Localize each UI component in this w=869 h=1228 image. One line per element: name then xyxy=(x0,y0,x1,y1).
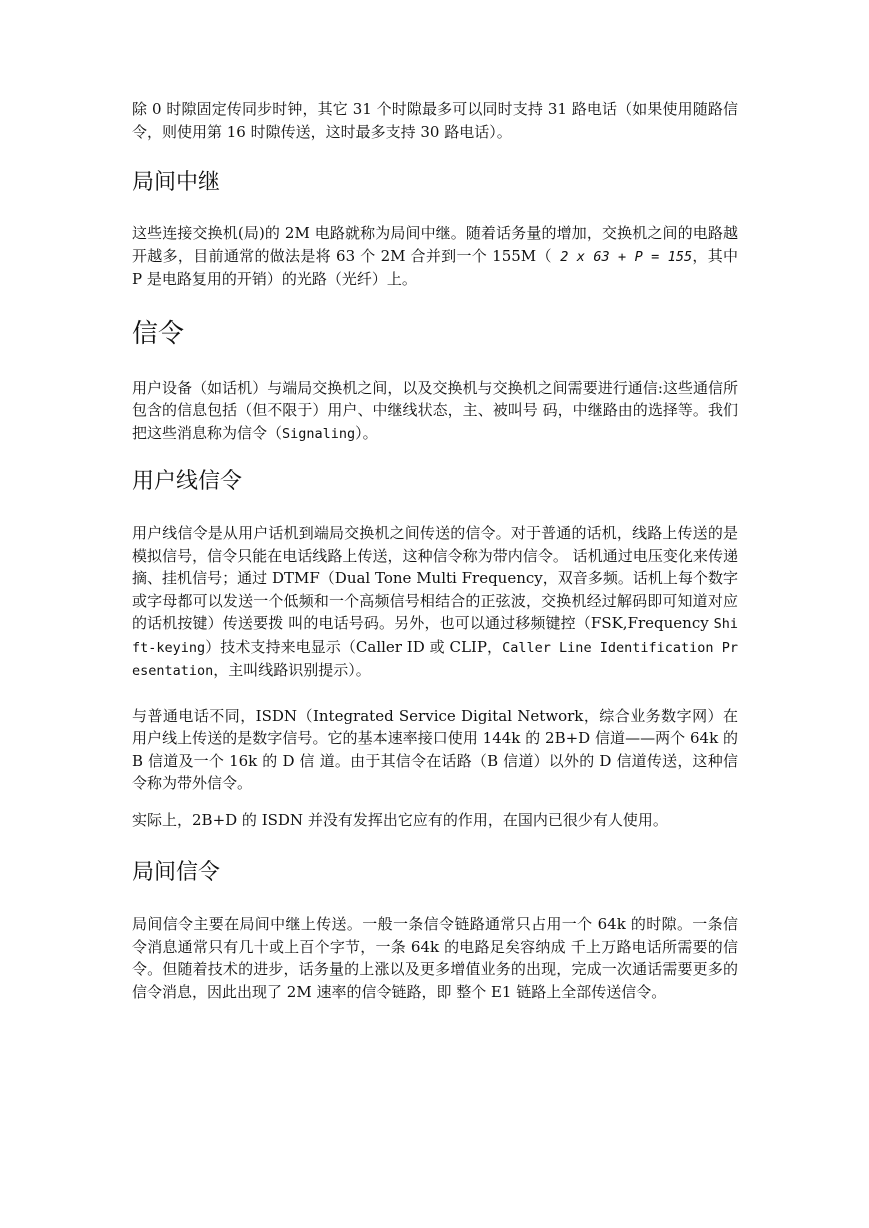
paragraph-line-2: 与普通电话不同，ISDN（Integrated Service Digital Network，综合业务数字网）在用户线上传送的是数字信号。它的基本速率接口使用 144k 的 2B+D 信道——两个 64k 的 B 信道及一个 16k 的 D 信 道。由于其信令在话路（B 信道）以外的 D 信道传送，这种信令称为带外信令。 xyxy=(132,706,738,792)
line1-mono-clip: Caller Line Identification Presentation xyxy=(132,639,739,679)
line1-text-b: ）技术支持来电显示（Caller ID 或 CLIP， xyxy=(205,637,503,656)
signaling-text-b: ）。 xyxy=(355,423,378,442)
signaling-text-a: 用户设备（如话机）与端局交换机之间，以及交换机与交换机之间需要进行通信:这些通信所包含的信息包括（但不限于）用户、中继线状态，主、被叫号 码，中继路由的选择等。我们把这些消息称为信令（ xyxy=(132,378,738,442)
heading-inter-office-signaling: 局间信令 xyxy=(132,860,221,885)
heading-trunk: 局间中继 xyxy=(132,170,221,195)
signaling-term: Signaling xyxy=(282,425,356,442)
paragraph-signaling xyxy=(132,377,738,446)
paragraph-line-1 xyxy=(132,522,738,683)
trunk-text-a: 这些连接交换机(局)的 2M 电路就称为局间中继。随着话务量的增加，交换机之间的电路越开越多，目前通常的做法是将 63 个 2M 合并到一个 155M（ xyxy=(132,224,738,265)
heading-line-signaling: 用户线信令 xyxy=(132,469,243,494)
heading-signaling: 信令 xyxy=(132,318,185,349)
line1-mono-shift-keying: Shift-keying xyxy=(132,616,738,656)
line1-text-a: 用户线信令是从用户话机到端局交换机之间传送的信令。对于普通的话机，线路上传送的是模拟信号，信令只能在电话线路上传送，这种信令称为带内信令。 话机通过电压变化来传递摘、挂机信号；通过 DTMF（Dual Tone Multi Frequency，双音多频。话机上每个数字或字母都可以发送一个低频和一个高频信号相结合的正弦波，交换机经过解码即可知道对应的话机按键）传送要拨 叫的电话号码。另外，也可以通过移频键控（FSK,Frequency xyxy=(132,524,738,632)
paragraph-trunk xyxy=(132,222,738,291)
line1-text-c: ，主叫线路识别提示）。 xyxy=(213,661,371,679)
paragraph-inter-office: 局间信令主要在局间中继上传送。一般一条信令链路通常只占用一个 64k 的时隙。一条信令消息通常只有几十或上百个字节，一条 64k 的电路足矣容纳成 千上万路电话所需要的信令。但随着技术的进步，话务量的上涨以及更多增值业务的出现，完成一次通话需要更多的信令消息，因此出现了 2M 速率的信令链路，即 整个 E1 链路上全部传送信令。 xyxy=(132,915,738,1001)
trunk-text-b: ，其中 P 是电路复用的开销）的光路（光纤）上。 xyxy=(132,246,738,288)
paragraph-line-3: 实际上，2B+D 的 ISDN 并没有发挥出它应有的作用，在国内已很少有人使用。 xyxy=(132,810,668,829)
trunk-formula: 2 x 63 + P = 155 xyxy=(551,248,693,265)
document-page xyxy=(132,98,738,1003)
paragraph-timeslot: 除 0 时隙固定传同步时钟，其它 31 个时隙最多可以同时支持 31 路电话（如果使用随路信令，则使用第 16 时隙传送，这时最多支持 30 路电话）。 xyxy=(132,100,738,141)
